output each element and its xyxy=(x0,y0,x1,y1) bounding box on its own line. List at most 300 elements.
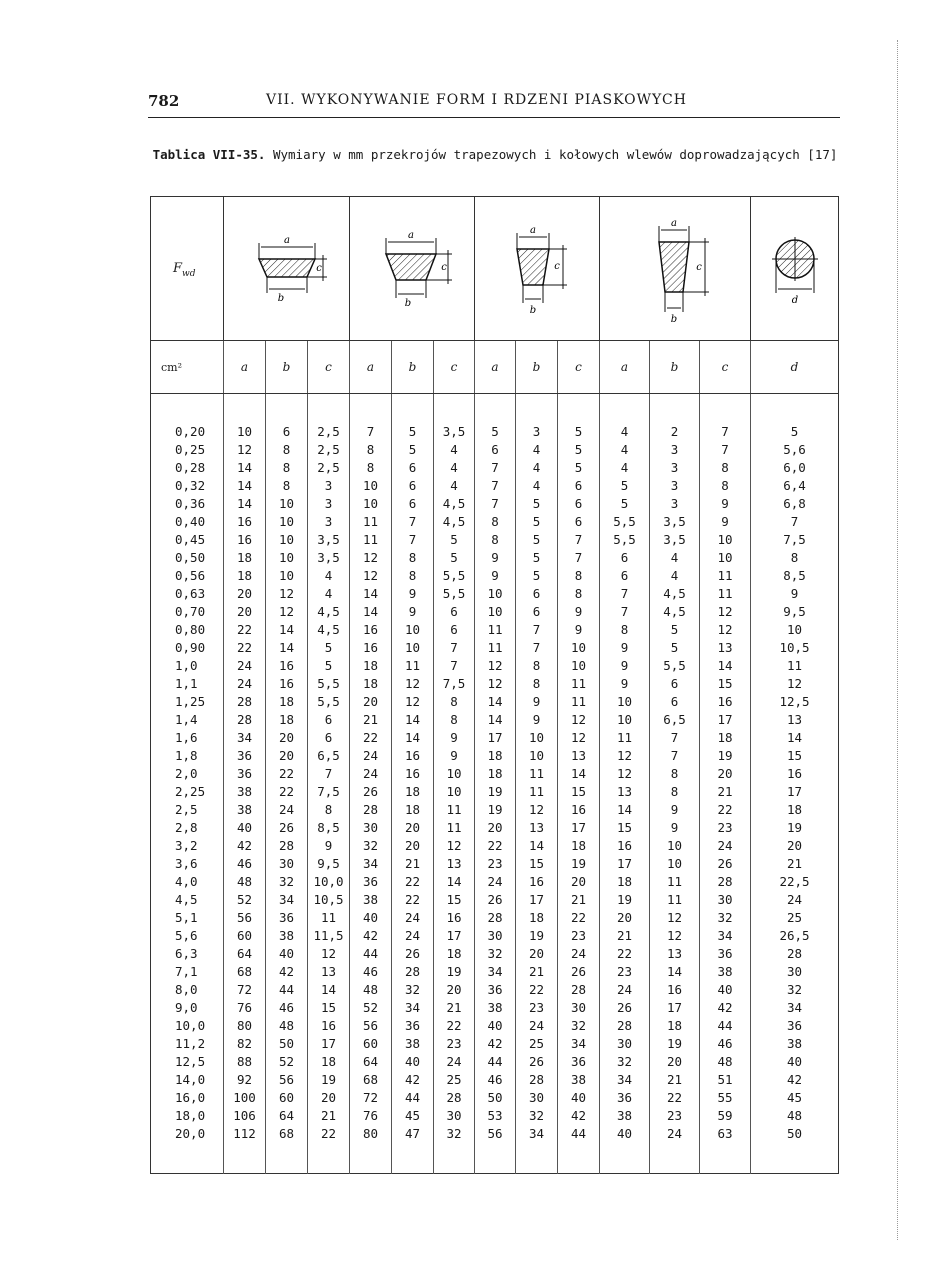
dimension-cell: 6 xyxy=(516,585,558,603)
dimension-cell: 7 xyxy=(475,477,516,495)
area-cell: 2,5 xyxy=(175,802,198,817)
dimension-cell: 3 xyxy=(650,459,700,477)
dimension-cell: 20 xyxy=(558,873,600,891)
dimension-cell: 30 xyxy=(350,819,392,837)
dimension-cell: 68 xyxy=(266,1125,308,1143)
dimension-cell: 4 xyxy=(516,477,558,495)
dimension-cell: 7 xyxy=(308,765,350,783)
area-cell: 7,1 xyxy=(175,964,198,979)
dimension-cell: 8 xyxy=(558,585,600,603)
dimension-cell: 12 xyxy=(350,567,392,585)
dimension-cell: 20 xyxy=(700,765,751,783)
dimension-cell: 38 xyxy=(475,999,516,1017)
dimension-cell: 38 xyxy=(600,1107,650,1125)
dimension-cell: 11 xyxy=(350,531,392,549)
dimension-cell: 7 xyxy=(650,747,700,765)
dimension-cell: 5,5 xyxy=(308,675,350,693)
dimension-cell: 21 xyxy=(350,711,392,729)
dimension-cell: 22,5 xyxy=(751,873,839,891)
header-rule xyxy=(148,117,840,118)
dimension-cell: 26 xyxy=(558,963,600,981)
dimension-cell: 32 xyxy=(600,1053,650,1071)
dimension-cell: 42 xyxy=(224,837,266,855)
dimension-cell: 40 xyxy=(558,1089,600,1107)
dimension-cell: 34 xyxy=(266,891,308,909)
column-header-a: a xyxy=(475,341,516,394)
area-cell: 11,2 xyxy=(175,1036,206,1051)
dimension-cell: 5 xyxy=(751,423,839,441)
dimension-cell: 6 xyxy=(600,567,650,585)
dimension-cell: 7 xyxy=(558,549,600,567)
figure-trapezoid-wide xyxy=(224,197,350,341)
dimension-cell: 8 xyxy=(308,801,350,819)
table-row xyxy=(151,747,839,765)
filler-cell xyxy=(266,1143,308,1174)
table-row xyxy=(151,891,839,909)
dimension-cell: 23 xyxy=(516,999,558,1017)
dimension-cell: 60 xyxy=(350,1035,392,1053)
dimension-cell: 11 xyxy=(350,513,392,531)
dimension-cell: 16 xyxy=(392,747,434,765)
dimension-cell: 34 xyxy=(751,999,839,1017)
dimension-cell: 8 xyxy=(266,441,308,459)
table-row xyxy=(151,423,839,441)
dimension-cell: 24 xyxy=(350,747,392,765)
area-symbol: F xyxy=(173,261,183,277)
filler-cell xyxy=(151,1143,224,1174)
dimension-cell: 76 xyxy=(224,999,266,1017)
dimension-cell: 5 xyxy=(516,513,558,531)
dimension-cell: 11 xyxy=(516,765,558,783)
dimension-cell: 30 xyxy=(516,1089,558,1107)
dimension-cell: 12 xyxy=(600,747,650,765)
dimension-cell: 6 xyxy=(558,495,600,513)
dimension-cell: 14 xyxy=(266,621,308,639)
filler-cell xyxy=(475,1143,516,1174)
column-header-row xyxy=(151,341,839,394)
dimension-cell: 19 xyxy=(751,819,839,837)
area-cell: 2,25 xyxy=(175,784,206,799)
dimension-cell: 7 xyxy=(700,441,751,459)
area-cell: 12,5 xyxy=(175,1054,206,1069)
dimension-cell: 20 xyxy=(350,693,392,711)
dimension-cell: 14 xyxy=(350,585,392,603)
dimension-cell: 5 xyxy=(558,459,600,477)
dimension-cell: 20 xyxy=(434,981,475,999)
dimension-cell: 22 xyxy=(516,981,558,999)
dimension-cell: 3 xyxy=(516,423,558,441)
dimension-cell: 8 xyxy=(751,549,839,567)
dimension-cell: 10 xyxy=(700,549,751,567)
column-header-b: b xyxy=(516,341,558,394)
dimension-cell: 10 xyxy=(266,567,308,585)
table-row xyxy=(151,531,839,549)
dimension-cell: 7 xyxy=(392,513,434,531)
dimension-cell: 3,5 xyxy=(650,531,700,549)
dimension-cell: 32 xyxy=(751,981,839,999)
dimension-cell: 5 xyxy=(434,549,475,567)
dimension-cell: 26 xyxy=(392,945,434,963)
dimension-cell: 5,5 xyxy=(600,531,650,549)
dimension-cell: 8 xyxy=(475,531,516,549)
dimension-cell: 12 xyxy=(751,675,839,693)
dimension-cell: 21 xyxy=(392,855,434,873)
area-cell: 0,90 xyxy=(175,640,206,655)
row-header-cell xyxy=(151,197,224,341)
dimension-cell: 24 xyxy=(650,1125,700,1143)
trapezoid-tall-diagram xyxy=(615,214,735,324)
dimension-cell: 28 xyxy=(224,693,266,711)
area-subscript: wd xyxy=(182,269,196,280)
area-cell: 0,45 xyxy=(175,532,206,547)
dimension-cell: 14 xyxy=(650,963,700,981)
table-row xyxy=(151,1125,839,1143)
dimension-cell: 21 xyxy=(558,891,600,909)
dimension-cell: 10 xyxy=(558,657,600,675)
dimension-cell: 32 xyxy=(700,909,751,927)
dimension-cell: 9 xyxy=(392,603,434,621)
dimension-cell: 48 xyxy=(700,1053,751,1071)
dimension-cell: 38 xyxy=(392,1035,434,1053)
dimension-cell: 16 xyxy=(266,675,308,693)
dimension-cell: 68 xyxy=(224,963,266,981)
table-row xyxy=(151,675,839,693)
area-cell: 5,6 xyxy=(175,928,198,943)
dimension-cell: 16 xyxy=(600,837,650,855)
table-row xyxy=(151,477,839,495)
area-cell: 1,1 xyxy=(175,676,198,691)
dimension-cell: 18 xyxy=(224,549,266,567)
dimension-cell: 55 xyxy=(700,1089,751,1107)
dimension-cell: 6,8 xyxy=(751,495,839,513)
dimension-cell: 10 xyxy=(350,495,392,513)
dimension-cell: 20 xyxy=(266,729,308,747)
dimension-cell: 9 xyxy=(392,585,434,603)
area-cell: 9,0 xyxy=(175,1000,198,1015)
dimension-cell: 52 xyxy=(350,999,392,1017)
dimension-cell: 53 xyxy=(475,1107,516,1125)
area-cell: 0,40 xyxy=(175,514,206,529)
dimension-cell: 10 xyxy=(650,837,700,855)
dimension-cell: 6 xyxy=(308,729,350,747)
dimension-cell: 3 xyxy=(650,477,700,495)
dimension-cell: 21 xyxy=(600,927,650,945)
dimension-cell: 34 xyxy=(475,963,516,981)
area-cell: 14,0 xyxy=(175,1072,206,1087)
dimension-cell: 13 xyxy=(751,711,839,729)
figure-label-b: b xyxy=(529,304,537,316)
dimension-cell: 20 xyxy=(224,603,266,621)
dimension-cell: 10 xyxy=(558,639,600,657)
table-caption xyxy=(150,146,840,164)
table-row xyxy=(151,819,839,837)
dimension-cell: 25 xyxy=(751,909,839,927)
dimension-cell: 6 xyxy=(434,603,475,621)
dimension-cell: 72 xyxy=(224,981,266,999)
area-cell: 0,36 xyxy=(175,496,206,511)
dimension-cell: 36 xyxy=(700,945,751,963)
dimension-cell: 32 xyxy=(392,981,434,999)
dimension-cell: 20 xyxy=(392,837,434,855)
dimension-cell: 5 xyxy=(392,423,434,441)
dimension-cell: 34 xyxy=(558,1035,600,1053)
dimension-cell: 18 xyxy=(700,729,751,747)
spacer-cell xyxy=(151,394,224,424)
dimension-cell: 45 xyxy=(392,1107,434,1125)
dimension-cell: 22 xyxy=(650,1089,700,1107)
dimension-cell: 4 xyxy=(434,459,475,477)
dimension-cell: 14 xyxy=(224,477,266,495)
dimension-cell: 24 xyxy=(751,891,839,909)
dimension-cell: 18 xyxy=(475,765,516,783)
dimension-cell: 82 xyxy=(224,1035,266,1053)
dimension-cell: 21 xyxy=(308,1107,350,1125)
dimension-cell: 8 xyxy=(700,477,751,495)
dimension-cell: 11 xyxy=(392,657,434,675)
dimension-cell: 18 xyxy=(751,801,839,819)
figure-row xyxy=(151,197,839,341)
dimension-cell: 9 xyxy=(308,837,350,855)
dimension-cell: 56 xyxy=(224,909,266,927)
dimension-cell: 38 xyxy=(266,927,308,945)
table-row xyxy=(151,999,839,1017)
dimension-cell: 19 xyxy=(650,1035,700,1053)
dimension-cell: 20 xyxy=(751,837,839,855)
dimension-cell: 18 xyxy=(224,567,266,585)
dimension-cell: 44 xyxy=(392,1089,434,1107)
dimension-cell: 11 xyxy=(700,585,751,603)
column-header-b: b xyxy=(392,341,434,394)
dimension-cell: 50 xyxy=(751,1125,839,1143)
dimension-cell: 22 xyxy=(392,891,434,909)
dimension-cell: 40 xyxy=(751,1053,839,1071)
dimension-cell: 92 xyxy=(224,1071,266,1089)
figure-label-a: a xyxy=(530,224,536,236)
dimension-cell: 10 xyxy=(266,549,308,567)
dimension-cell: 12 xyxy=(650,927,700,945)
dimension-cell: 6 xyxy=(650,675,700,693)
area-cell: 20,0 xyxy=(175,1126,206,1141)
dimension-cell: 32 xyxy=(558,1017,600,1035)
dimension-cell: 24 xyxy=(392,927,434,945)
dimension-cell: 56 xyxy=(350,1017,392,1035)
dimension-cell: 8 xyxy=(516,657,558,675)
dimension-cell: 10 xyxy=(516,747,558,765)
dimension-cell: 10 xyxy=(392,639,434,657)
dimension-cell: 28 xyxy=(266,837,308,855)
dimension-cell: 11 xyxy=(558,693,600,711)
table-row xyxy=(151,945,839,963)
table-row xyxy=(151,567,839,585)
dimension-cell: 18 xyxy=(392,801,434,819)
dimension-cell: 13 xyxy=(308,963,350,981)
dimension-cell: 12 xyxy=(700,621,751,639)
dimension-cell: 14 xyxy=(350,603,392,621)
dimension-cell: 19 xyxy=(600,891,650,909)
spacer-cell xyxy=(700,394,751,424)
column-header-c: c xyxy=(434,341,475,394)
dimension-cell: 3 xyxy=(650,495,700,513)
table-row xyxy=(151,639,839,657)
dimension-cell: 8 xyxy=(600,621,650,639)
dimension-cell: 11 xyxy=(650,891,700,909)
area-cell: 10,0 xyxy=(175,1018,206,1033)
dimension-cell: 9 xyxy=(434,747,475,765)
dimension-cell: 64 xyxy=(224,945,266,963)
dimension-cell: 18 xyxy=(308,1053,350,1071)
dimension-cell: 5 xyxy=(308,639,350,657)
spacer-row xyxy=(151,394,839,424)
dimension-cell: 88 xyxy=(224,1053,266,1071)
dimension-cell: 6,4 xyxy=(751,477,839,495)
dimension-cell: 7 xyxy=(434,657,475,675)
dimension-cell: 7,5 xyxy=(751,531,839,549)
filler-cell xyxy=(558,1143,600,1174)
table-row xyxy=(151,711,839,729)
table-row xyxy=(151,549,839,567)
dimension-cell: 32 xyxy=(350,837,392,855)
dimension-cell: 5,5 xyxy=(600,513,650,531)
area-cell: 0,25 xyxy=(175,442,206,457)
table-row xyxy=(151,657,839,675)
dimension-cell: 5 xyxy=(308,657,350,675)
dimension-cell: 6 xyxy=(475,441,516,459)
dimension-cell: 24 xyxy=(516,1017,558,1035)
dimension-cell: 23 xyxy=(650,1107,700,1125)
dimension-cell: 7 xyxy=(516,621,558,639)
area-cell: 1,4 xyxy=(175,712,198,727)
dimension-cell: 30 xyxy=(700,891,751,909)
dimension-cell: 6,5 xyxy=(650,711,700,729)
dimension-cell: 12 xyxy=(350,549,392,567)
area-cell: 1,8 xyxy=(175,748,198,763)
dimension-cell: 8 xyxy=(516,675,558,693)
dimension-cell: 17 xyxy=(475,729,516,747)
dimension-cell: 24 xyxy=(600,981,650,999)
dimension-cell: 10,5 xyxy=(751,639,839,657)
table-row xyxy=(151,855,839,873)
dimension-cell: 8 xyxy=(558,567,600,585)
area-cell: 2,8 xyxy=(175,820,198,835)
column-header-c: c xyxy=(308,341,350,394)
dimension-cell: 12 xyxy=(475,657,516,675)
table-row xyxy=(151,927,839,945)
dimension-cell: 22 xyxy=(224,639,266,657)
dimension-cell: 10 xyxy=(475,603,516,621)
dimension-cell: 28 xyxy=(751,945,839,963)
dimension-cell: 5 xyxy=(434,531,475,549)
dimension-cell: 19 xyxy=(558,855,600,873)
dimension-cell: 9 xyxy=(475,567,516,585)
dimension-cell: 36 xyxy=(266,909,308,927)
dimension-cell: 7 xyxy=(434,639,475,657)
figure-label-c: c xyxy=(315,262,322,274)
dimension-cell: 3 xyxy=(308,495,350,513)
dimension-cell: 10,5 xyxy=(308,891,350,909)
dimension-cell: 12 xyxy=(600,765,650,783)
dimension-cell: 15 xyxy=(600,819,650,837)
dimension-cell: 12 xyxy=(392,693,434,711)
dimension-cell: 20 xyxy=(266,747,308,765)
dimension-cell: 15 xyxy=(434,891,475,909)
table-row xyxy=(151,1089,839,1107)
table-row xyxy=(151,873,839,891)
dimension-cell: 12 xyxy=(308,945,350,963)
filler-cell xyxy=(650,1143,700,1174)
dimension-cell: 28 xyxy=(224,711,266,729)
table-row xyxy=(151,513,839,531)
dimension-cell: 14 xyxy=(700,657,751,675)
dimension-cell: 24 xyxy=(434,1053,475,1071)
dimension-cell: 11 xyxy=(558,675,600,693)
dimension-cell: 28 xyxy=(516,1071,558,1089)
dimension-cell: 52 xyxy=(266,1053,308,1071)
page-number: 782 xyxy=(148,92,180,110)
figure-label-c: c xyxy=(441,261,447,273)
dimension-cell: 5 xyxy=(650,639,700,657)
dimension-cell: 17 xyxy=(434,927,475,945)
dimension-cell: 3 xyxy=(308,477,350,495)
dimension-cell: 9,5 xyxy=(751,603,839,621)
dimension-cell: 24 xyxy=(266,801,308,819)
dimension-cell: 44 xyxy=(700,1017,751,1035)
spacer-cell xyxy=(266,394,308,424)
dimension-cell: 9 xyxy=(475,549,516,567)
caption-label: Tablica VII-35. xyxy=(152,147,266,162)
dimension-cell: 13 xyxy=(434,855,475,873)
dimension-cell: 28 xyxy=(434,1089,475,1107)
table-row xyxy=(151,1053,839,1071)
dimension-cell: 19 xyxy=(700,747,751,765)
dimension-cell: 11 xyxy=(475,639,516,657)
spacer-cell xyxy=(475,394,516,424)
dimension-cell: 11 xyxy=(475,621,516,639)
dimension-cell: 14 xyxy=(392,729,434,747)
dimension-cell: 26 xyxy=(700,855,751,873)
dimension-cell: 8 xyxy=(350,459,392,477)
dimension-cell: 24 xyxy=(475,873,516,891)
dimension-cell: 4 xyxy=(434,477,475,495)
column-header-a: a xyxy=(350,341,392,394)
dimension-cell: 5 xyxy=(600,495,650,513)
dimension-cell: 15 xyxy=(516,855,558,873)
dimension-cell: 7 xyxy=(558,531,600,549)
dimension-cell: 45 xyxy=(751,1089,839,1107)
dimension-cell: 9 xyxy=(600,639,650,657)
dimension-cell: 17 xyxy=(558,819,600,837)
dimension-cell: 18 xyxy=(350,675,392,693)
dimension-cell: 9 xyxy=(516,693,558,711)
dimension-cell: 26 xyxy=(266,819,308,837)
dimension-cell: 112 xyxy=(224,1125,266,1143)
dimension-cell: 32 xyxy=(434,1125,475,1143)
dimension-cell: 8 xyxy=(392,567,434,585)
table-row xyxy=(151,1071,839,1089)
dimension-cell: 18 xyxy=(350,657,392,675)
dimension-cell: 18 xyxy=(600,873,650,891)
dimension-cell: 42 xyxy=(700,999,751,1017)
dimension-cell: 23 xyxy=(558,927,600,945)
dimension-cell: 76 xyxy=(350,1107,392,1125)
dimension-cell: 7 xyxy=(650,729,700,747)
table-row xyxy=(151,603,839,621)
dimension-cell: 12 xyxy=(516,801,558,819)
dimension-cell: 30 xyxy=(558,999,600,1017)
dimension-cell: 12 xyxy=(434,837,475,855)
dimension-cell: 24 xyxy=(350,765,392,783)
filler-cell xyxy=(700,1143,751,1174)
dimension-cell: 50 xyxy=(475,1089,516,1107)
